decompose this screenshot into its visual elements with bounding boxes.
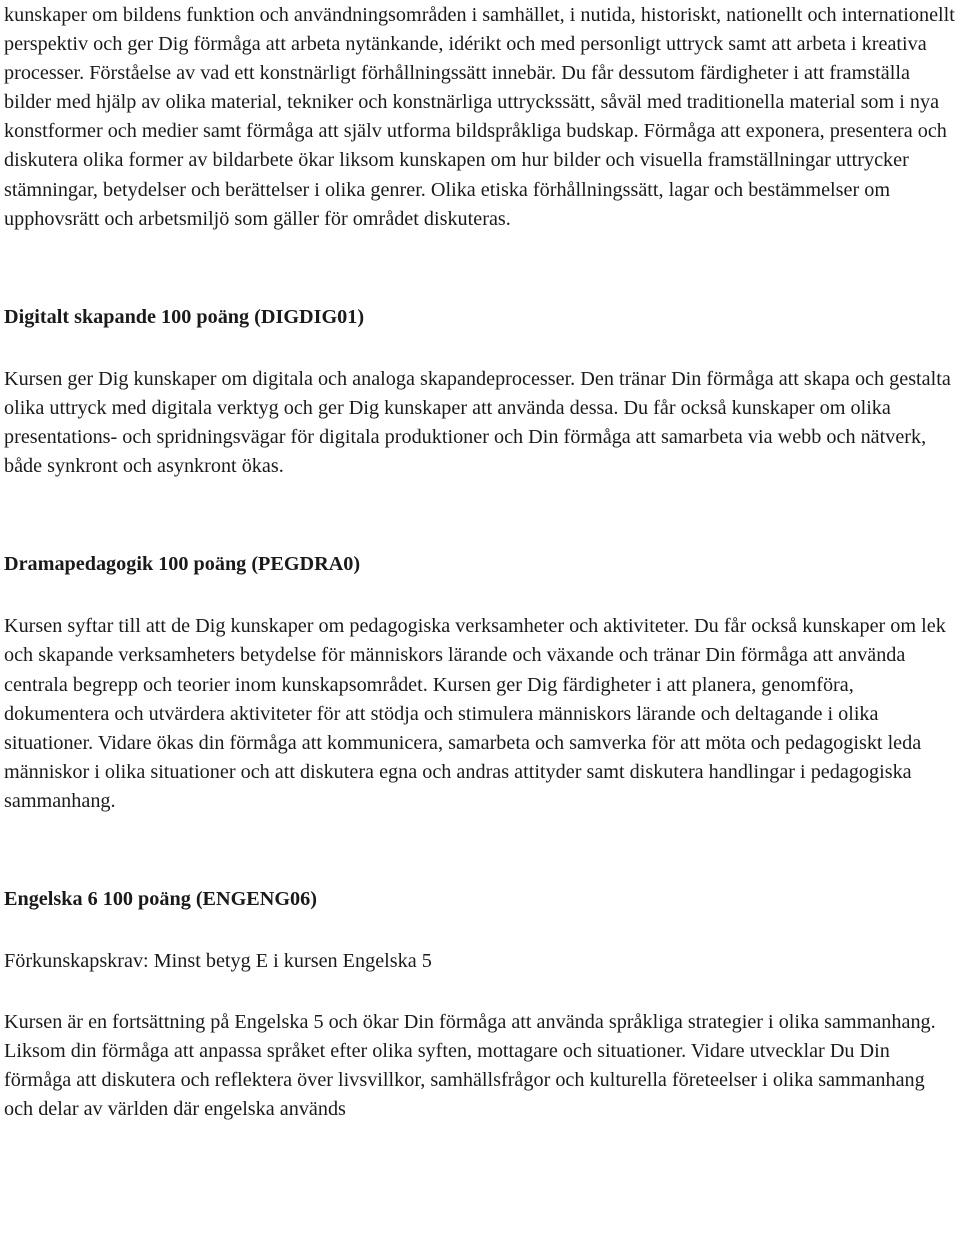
course-title: Digitalt skapande 100 poäng (DIGDIG01) xyxy=(4,305,365,328)
course-engelska-6 xyxy=(4,885,958,1125)
document-page xyxy=(4,0,958,1125)
course-title: Engelska 6 100 poäng (ENGENG06) xyxy=(4,887,317,910)
course-digitalt-skapande xyxy=(4,303,958,481)
course-description: Kursen syftar till att de Dig kunskaper om pedagogiska verksamheter och aktiviteter. Du får också kunskaper om lek och skapande verksamheters betydelse för människors lärande och växande och tränar Din förmåga att använda centrala begrepp och teorier inom kunskapsområdet. Kursen ger Dig färdigheter i att planera, genomföra, dokumentera och utvärdera aktiviteter för att stödja och stimulera människors lärande och deltagande i olika situationer. Vidare ökas din förmåga att kommunicera, samarbeta och samverka för att möta och pedagogiskt leda människor i olika situationer och att diskutera egna och andras attityder samt diskutera handlingar i pedagogiska sammanhang. xyxy=(4,615,946,812)
course-prerequisite: Förkunskapskrav: Minst betyg E i kursen Engelska 5 xyxy=(4,950,432,973)
course-description: Kursen ger Dig kunskaper om digitala och analoga skapandeprocesser. Den tränar Din förmåga att skapa och gestalta olika uttryck med digitala verktyg och ger Dig kunskaper att använda dessa. Du får också kunskaper om olika presentations- och spridningsvägar för digitala produktioner och Din förmåga att samarbeta via webb och nätverk, både synkront och asynkront ökas. xyxy=(4,367,951,478)
course-description: Kursen är en fortsättning på Engelska 5 och ökar Din förmåga att använda språkliga strategier i olika sammanhang. Liksom din förmåga att anpassa språket efter olika syften, mottagare och situationer. Vidare utvecklar Du Din förmåga att diskutera och reflektera över livsvillkor, samhällsfrågor och kulturella företeelser i olika sammanhang och delar av världen där engelska används xyxy=(4,1011,936,1121)
intro-paragraph: kunskaper om bildens funktion och användningsområden i samhället, i nutida, historiskt, nationellt och internationellt perspektiv och ger Dig förmåga att arbeta nytänkande, idérikt och med personligt uttryck samt att arbeta i kreativa processer. Förståelse av vad ett konstnärligt förhållningssätt innebär. Du får dessutom färdigheter i att framställa bilder med hjälp av olika material, tekniker och konstnärliga uttryckssätt, såväl med traditionella material som i nya konstformer och medier samt förmåga att själv utforma bildspråkliga budskap. Förmåga att exponera, presentera och diskutera olika former av bildarbete ökar liksom kunskapen om hur bilder och visuella framställningar uttrycker stämningar, betydelser och berättelser i olika genrer. Olika etiska förhållningssätt, lagar och bestämmelser om upphovsrätt och arbetsmiljö som gäller för området diskuteras. xyxy=(4,4,955,230)
course-title: Dramapedagogik 100 poäng (PEGDRA0) xyxy=(4,553,361,576)
course-dramapedagogik xyxy=(4,550,958,816)
